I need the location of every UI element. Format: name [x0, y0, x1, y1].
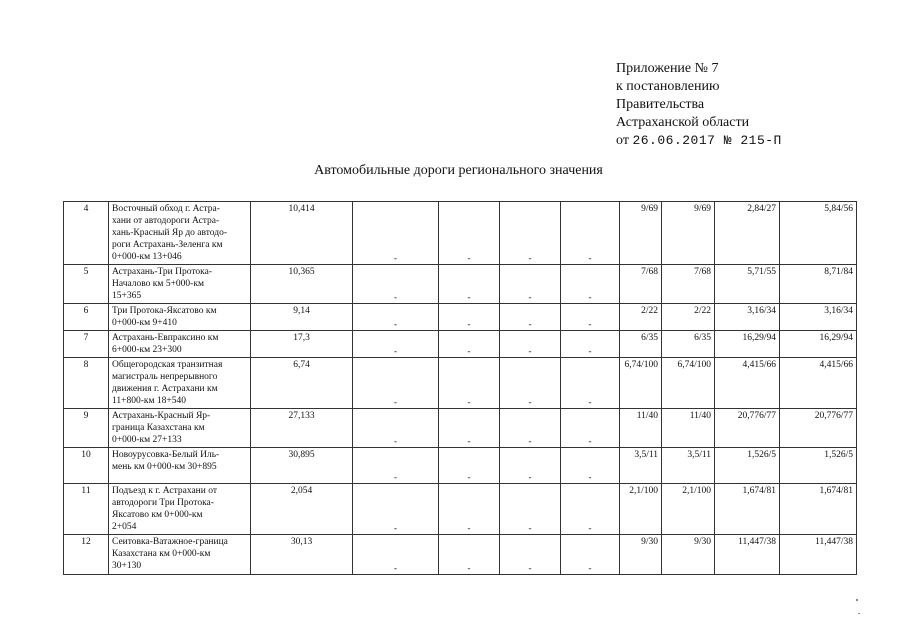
- cell-road-name: Астрахань-Три Протока- Началово км 5+000-км 15+365: [109, 265, 251, 304]
- cell-empty-value: [500, 358, 561, 409]
- cell-road-name: Три Протока-Яксатово км 0+000-км 9+410: [109, 304, 251, 331]
- appendix-line-1: Приложение № 7: [616, 61, 719, 76]
- cell-road-length: 30,895: [251, 448, 353, 484]
- cell-empty-value: [353, 484, 439, 535]
- roads-table: [63, 201, 857, 575]
- cell-ratio-value: 2,1/100: [620, 484, 662, 535]
- cell-road-name: Подъезд к г. Астрахани от автодороги Три Протока- Яксатово км 0+000-км 2+054: [109, 484, 251, 535]
- cell-ratio-value: 5,84/56: [780, 202, 857, 265]
- cell-ratio-value: 16,29/94: [780, 331, 857, 358]
- dash-mark: -: [588, 523, 592, 533]
- dash-mark: -: [467, 436, 471, 446]
- cell-ratio-value: 6,74/100: [662, 358, 715, 409]
- cell-ratio-value: 9/69: [620, 202, 662, 265]
- cell-ratio-value: 20,776/77: [780, 409, 857, 448]
- cell-empty-value: [500, 409, 561, 448]
- cell-ratio-value: 1,674/81: [715, 484, 780, 535]
- dash-mark: -: [394, 346, 397, 356]
- cell-ratio-value: 2/22: [620, 304, 662, 331]
- cell-empty-value: [561, 484, 620, 535]
- cell-empty-value: [561, 202, 620, 265]
- dash-mark: -: [467, 292, 471, 302]
- cell-road-length: 2,054: [251, 484, 353, 535]
- cell-empty-value: [561, 304, 620, 331]
- cell-ratio-value: 4,415/66: [715, 358, 780, 409]
- cell-ratio-value: 8,71/84: [780, 265, 857, 304]
- cell-empty-value: [561, 535, 620, 575]
- dash-mark: -: [588, 253, 592, 263]
- scan-speck: [856, 599, 858, 601]
- dash-mark: -: [588, 472, 592, 482]
- cell-ratio-value: 11/40: [662, 409, 715, 448]
- dash-mark: -: [467, 563, 471, 573]
- dash-mark: -: [528, 292, 532, 302]
- cell-row-number: 12: [64, 535, 109, 575]
- cell-row-number: 7: [64, 331, 109, 358]
- dash-mark: -: [528, 397, 532, 407]
- dash-mark: -: [528, 319, 532, 329]
- date-prefix: от: [616, 133, 629, 148]
- cell-empty-value: [439, 202, 500, 265]
- cell-ratio-value: 3,5/11: [620, 448, 662, 484]
- appendix-block: [616, 60, 782, 150]
- cell-ratio-value: 20,776/77: [715, 409, 780, 448]
- dash-mark: -: [467, 319, 471, 329]
- dash-mark: -: [394, 472, 397, 482]
- cell-empty-value: [353, 535, 439, 575]
- table-row: [64, 202, 857, 265]
- cell-empty-value: [353, 409, 439, 448]
- cell-ratio-value: 7/68: [662, 265, 715, 304]
- document-title: Автомобильные дороги регионального значения: [314, 163, 603, 178]
- dash-mark: -: [588, 397, 592, 407]
- cell-row-number: 9: [64, 409, 109, 448]
- cell-empty-value: [439, 265, 500, 304]
- cell-empty-value: [439, 331, 500, 358]
- cell-ratio-value: 6/35: [662, 331, 715, 358]
- cell-empty-value: [561, 265, 620, 304]
- cell-empty-value: [561, 448, 620, 484]
- cell-empty-value: [353, 331, 439, 358]
- table-row: [64, 331, 857, 358]
- appendix-line-3: Правительства: [616, 97, 705, 112]
- table-row: [64, 484, 857, 535]
- cell-ratio-value: 2/22: [662, 304, 715, 331]
- cell-road-length: 10,365: [251, 265, 353, 304]
- cell-ratio-value: 3,5/11: [662, 448, 715, 484]
- date-stamp: 26.06.2017 № 215-П: [632, 133, 782, 148]
- cell-road-name: Восточный обход г. Астра- хани от автодороги Астра- хань-Красный Яр до автодо- роги Астрахань-Зеленга км 0+000-км 13+046: [109, 202, 251, 265]
- cell-empty-value: [500, 448, 561, 484]
- cell-ratio-value: 1,526/5: [780, 448, 857, 484]
- cell-empty-value: [561, 409, 620, 448]
- cell-empty-value: [439, 304, 500, 331]
- cell-road-name: Новоурусовка-Белый Иль- мень км 0+000-км 30+895: [109, 448, 251, 484]
- cell-ratio-value: 4,415/66: [780, 358, 857, 409]
- cell-empty-value: [353, 358, 439, 409]
- cell-empty-value: [500, 331, 561, 358]
- dash-mark: -: [588, 319, 592, 329]
- cell-road-length: 30,13: [251, 535, 353, 575]
- dash-mark: -: [467, 346, 471, 356]
- cell-ratio-value: 9/30: [620, 535, 662, 575]
- dash-mark: -: [467, 253, 471, 263]
- table-row: [64, 358, 857, 409]
- table-row: [64, 535, 857, 575]
- cell-row-number: 6: [64, 304, 109, 331]
- cell-empty-value: [561, 358, 620, 409]
- table-row: [64, 409, 857, 448]
- cell-road-length: 6,74: [251, 358, 353, 409]
- dash-mark: -: [528, 346, 532, 356]
- dash-mark: -: [394, 319, 397, 329]
- cell-ratio-value: 11/40: [620, 409, 662, 448]
- cell-row-number: 8: [64, 358, 109, 409]
- dash-mark: -: [588, 563, 592, 573]
- dash-mark: -: [467, 397, 471, 407]
- cell-empty-value: [439, 535, 500, 575]
- dash-mark: -: [394, 253, 397, 263]
- cell-row-number: 11: [64, 484, 109, 535]
- dash-mark: -: [528, 253, 532, 263]
- cell-empty-value: [561, 331, 620, 358]
- cell-empty-value: [439, 409, 500, 448]
- cell-row-number: 5: [64, 265, 109, 304]
- dash-mark: -: [394, 563, 397, 573]
- cell-empty-value: [500, 304, 561, 331]
- cell-ratio-value: 6/35: [620, 331, 662, 358]
- dash-mark: -: [528, 563, 532, 573]
- cell-ratio-value: 11,447/38: [780, 535, 857, 575]
- cell-road-name: Сеитовка-Ватажное-граница Казахстана км 0+000-км 30+130: [109, 535, 251, 575]
- cell-road-length: 27,133: [251, 409, 353, 448]
- cell-ratio-value: 2,84/27: [715, 202, 780, 265]
- cell-ratio-value: 6,74/100: [620, 358, 662, 409]
- dash-mark: -: [394, 397, 397, 407]
- table-row: [64, 265, 857, 304]
- cell-empty-value: [500, 202, 561, 265]
- cell-ratio-value: 16,29/94: [715, 331, 780, 358]
- cell-empty-value: [353, 202, 439, 265]
- dash-mark: -: [528, 523, 532, 533]
- cell-road-name: Астрахань-Евпраксино км 6+000-км 23+300: [109, 331, 251, 358]
- appendix-line-2: к постановлению: [616, 79, 720, 94]
- cell-empty-value: [353, 265, 439, 304]
- cell-ratio-value: 7/68: [620, 265, 662, 304]
- cell-road-name: Астрахань-Красный Яр- граница Казахстана км 0+000-км 27+133: [109, 409, 251, 448]
- cell-ratio-value: 11,447/38: [715, 535, 780, 575]
- cell-road-length: 10,414: [251, 202, 353, 265]
- cell-ratio-value: 3,16/34: [715, 304, 780, 331]
- dash-mark: -: [528, 472, 532, 482]
- cell-ratio-value: 1,674/81: [780, 484, 857, 535]
- dash-mark: -: [588, 346, 592, 356]
- table-row: [64, 448, 857, 484]
- dash-mark: -: [528, 436, 532, 446]
- cell-road-length: 9,14: [251, 304, 353, 331]
- appendix-line-4: Астраханской области: [616, 115, 750, 130]
- table-row: [64, 304, 857, 331]
- cell-row-number: 10: [64, 448, 109, 484]
- cell-ratio-value: 3,16/34: [780, 304, 857, 331]
- cell-ratio-value: 9/69: [662, 202, 715, 265]
- cell-road-length: 17,3: [251, 331, 353, 358]
- dash-mark: -: [394, 436, 397, 446]
- scan-speck: [858, 613, 860, 614]
- cell-empty-value: [353, 448, 439, 484]
- cell-empty-value: [439, 484, 500, 535]
- dash-mark: -: [394, 523, 397, 533]
- cell-empty-value: [439, 448, 500, 484]
- cell-ratio-value: 9/30: [662, 535, 715, 575]
- cell-road-name: Общегородская транзитная магистраль непрерывного движения г. Астрахани км 11+800-км 18+540: [109, 358, 251, 409]
- cell-ratio-value: 2,1/100: [662, 484, 715, 535]
- cell-ratio-value: 1,526/5: [715, 448, 780, 484]
- cell-ratio-value: 5,71/55: [715, 265, 780, 304]
- cell-empty-value: [500, 265, 561, 304]
- table-body: [64, 202, 857, 575]
- cell-row-number: 4: [64, 202, 109, 265]
- appendix-date-line: [616, 132, 782, 150]
- dash-mark: -: [467, 523, 471, 533]
- dash-mark: -: [588, 292, 592, 302]
- cell-empty-value: [439, 358, 500, 409]
- dash-mark: -: [467, 472, 471, 482]
- dash-mark: -: [588, 436, 592, 446]
- cell-empty-value: [353, 304, 439, 331]
- cell-empty-value: [500, 484, 561, 535]
- cell-empty-value: [500, 535, 561, 575]
- dash-mark: -: [394, 292, 397, 302]
